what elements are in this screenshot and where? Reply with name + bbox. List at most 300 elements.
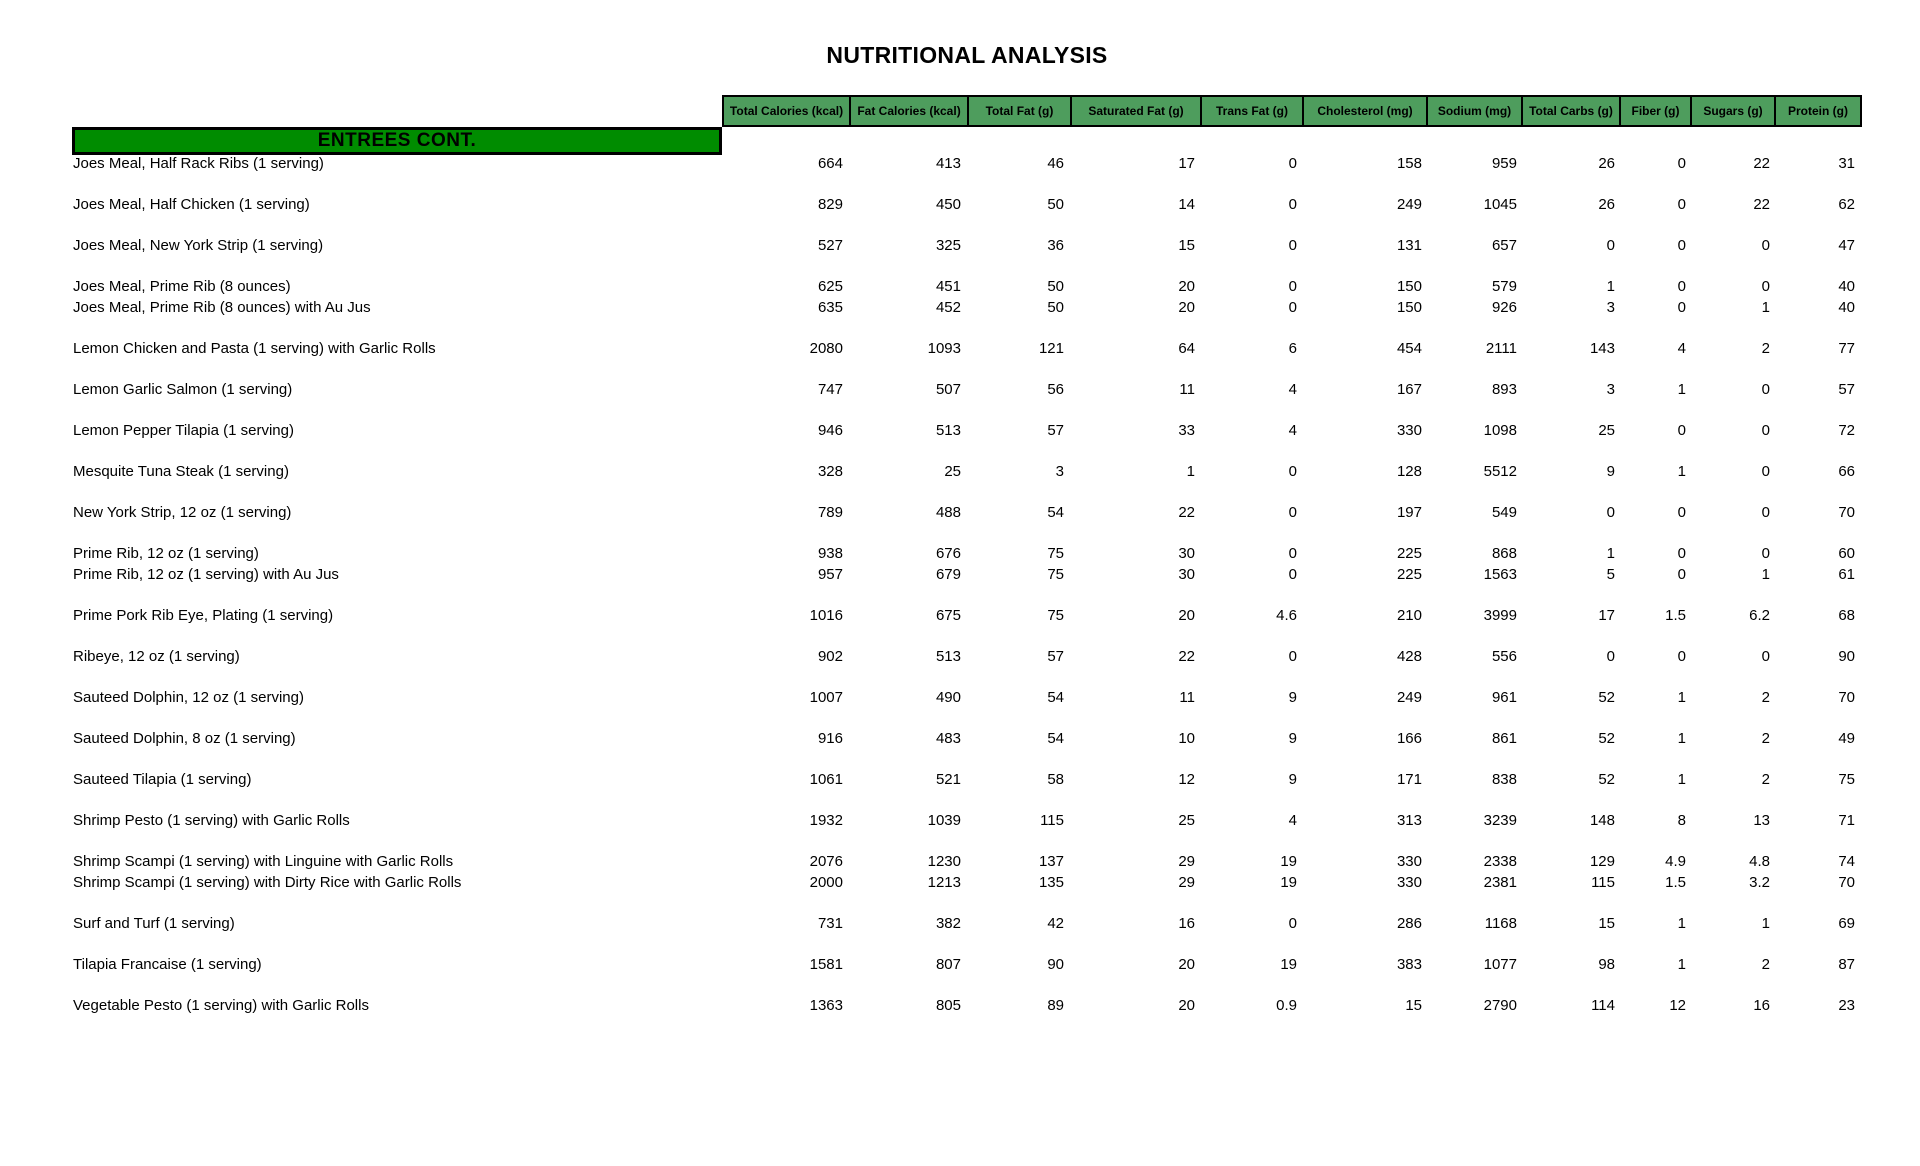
- saturated-fat-cell: 33: [1178, 422, 1195, 439]
- cholesterol-cell: 286: [1396, 915, 1422, 932]
- saturated-fat-cell: 10: [1178, 730, 1195, 747]
- saturated-fat-cell: 30: [1178, 566, 1195, 583]
- sugars-cell: 0: [1761, 504, 1770, 521]
- total-fat-cell: 3: [1055, 463, 1064, 480]
- fat-calories-cell: 513: [935, 648, 961, 665]
- item-name-cell: Joes Meal, Prime Rib (8 ounces) with Au Jus: [73, 299, 371, 316]
- saturated-fat-cell: 20: [1178, 997, 1195, 1014]
- fat-calories-cell: 325: [935, 237, 961, 254]
- sugars-cell: 2: [1761, 340, 1770, 357]
- sugars-cell: 3.2: [1749, 874, 1770, 891]
- fat-calories-cell: 807: [935, 956, 961, 973]
- total-carbs-cell: 98: [1598, 956, 1615, 973]
- total-carbs-cell: 9: [1606, 463, 1615, 480]
- table-header-row: [722, 95, 1862, 127]
- total-calories-cell: 527: [817, 237, 843, 254]
- fiber-cell: 1.5: [1665, 874, 1686, 891]
- trans-fat-cell: 0: [1288, 648, 1297, 665]
- fiber-cell: 0: [1677, 155, 1686, 172]
- trans-fat-cell: 4: [1288, 422, 1297, 439]
- total-carbs-cell: 52: [1598, 771, 1615, 788]
- protein-cell: 70: [1838, 504, 1855, 521]
- table-row: [72, 502, 1862, 523]
- cholesterol-cell: 171: [1396, 771, 1422, 788]
- total-carbs-cell: 17: [1598, 607, 1615, 624]
- total-calories-cell: 1932: [809, 812, 843, 829]
- item-name-cell: Prime Rib, 12 oz (1 serving): [73, 545, 259, 562]
- cholesterol-cell: 150: [1396, 278, 1422, 295]
- fat-calories-cell: 382: [935, 915, 961, 932]
- saturated-fat-cell: 11: [1179, 381, 1195, 398]
- sugars-cell: 0: [1761, 648, 1770, 665]
- sodium-cell: 3999: [1483, 607, 1517, 624]
- item-name-cell: Lemon Garlic Salmon (1 serving): [73, 381, 293, 398]
- sodium-cell: 2790: [1483, 997, 1517, 1014]
- total-carbs-cell: 3: [1606, 381, 1615, 398]
- sodium-cell: 926: [1491, 299, 1517, 316]
- item-name-cell: Sauteed Dolphin, 12 oz (1 serving): [73, 689, 304, 706]
- saturated-fat-cell: 20: [1178, 299, 1195, 316]
- saturated-fat-cell: 16: [1178, 915, 1195, 932]
- item-name-cell: Surf and Turf (1 serving): [73, 915, 235, 932]
- fat-calories-cell: 1230: [927, 853, 961, 870]
- protein-cell: 68: [1838, 607, 1855, 624]
- total-calories-cell: 2076: [809, 853, 843, 870]
- item-name-cell: Shrimp Pesto (1 serving) with Garlic Rolls: [73, 812, 350, 829]
- fiber-cell: 1: [1677, 915, 1686, 932]
- total-fat-cell: 50: [1047, 196, 1064, 213]
- column-header: Fat Calories (kcal): [851, 97, 967, 125]
- trans-fat-cell: 19: [1280, 853, 1297, 870]
- fiber-cell: 0: [1677, 237, 1686, 254]
- sodium-cell: 1077: [1483, 956, 1517, 973]
- saturated-fat-cell: 15: [1178, 237, 1195, 254]
- total-carbs-cell: 143: [1589, 340, 1615, 357]
- fat-calories-cell: 25: [944, 463, 961, 480]
- table-body: [72, 153, 1862, 1016]
- protein-cell: 49: [1838, 730, 1855, 747]
- fat-calories-cell: 676: [935, 545, 961, 562]
- fiber-cell: 4.9: [1665, 853, 1686, 870]
- saturated-fat-cell: 30: [1178, 545, 1195, 562]
- total-carbs-cell: 52: [1598, 730, 1615, 747]
- sodium-cell: 868: [1491, 545, 1517, 562]
- fat-calories-cell: 451: [935, 278, 961, 295]
- total-fat-cell: 54: [1047, 504, 1064, 521]
- protein-cell: 74: [1838, 853, 1855, 870]
- total-fat-cell: 135: [1038, 874, 1064, 891]
- fat-calories-cell: 413: [935, 155, 961, 172]
- fat-calories-cell: 488: [935, 504, 961, 521]
- sodium-cell: 1045: [1483, 196, 1517, 213]
- cholesterol-cell: 383: [1396, 956, 1422, 973]
- total-carbs-cell: 115: [1591, 874, 1615, 891]
- trans-fat-cell: 0: [1288, 504, 1297, 521]
- table-row: [72, 954, 1862, 975]
- item-name-cell: Joes Meal, Prime Rib (8 ounces): [73, 278, 291, 295]
- total-carbs-cell: 0: [1606, 504, 1615, 521]
- item-name-cell: Lemon Pepper Tilapia (1 serving): [73, 422, 294, 439]
- fat-calories-cell: 1213: [927, 874, 961, 891]
- fat-calories-cell: 1093: [927, 340, 961, 357]
- total-calories-cell: 2000: [809, 874, 843, 891]
- total-calories-cell: 902: [817, 648, 843, 665]
- sodium-cell: 549: [1491, 504, 1517, 521]
- total-carbs-cell: 0: [1606, 648, 1615, 665]
- trans-fat-cell: 4: [1288, 381, 1297, 398]
- total-calories-cell: 625: [817, 278, 843, 295]
- saturated-fat-cell: 25: [1178, 812, 1195, 829]
- saturated-fat-cell: 1: [1186, 463, 1195, 480]
- fiber-cell: 0: [1677, 278, 1686, 295]
- item-name-cell: Prime Rib, 12 oz (1 serving) with Au Jus: [73, 566, 339, 583]
- total-calories-cell: 938: [817, 545, 843, 562]
- fat-calories-cell: 452: [935, 299, 961, 316]
- item-name-cell: Lemon Chicken and Pasta (1 serving) with Garlic Rolls: [73, 340, 436, 357]
- section-banner-label: ENTREES CONT.: [317, 130, 477, 151]
- total-carbs-cell: 5: [1606, 566, 1615, 583]
- sodium-cell: 2381: [1483, 874, 1517, 891]
- sodium-cell: 1168: [1484, 915, 1517, 932]
- sugars-cell: 0: [1761, 422, 1770, 439]
- fiber-cell: 0: [1677, 504, 1686, 521]
- total-fat-cell: 50: [1047, 299, 1064, 316]
- cholesterol-cell: 158: [1396, 155, 1422, 172]
- total-fat-cell: 46: [1047, 155, 1064, 172]
- total-carbs-cell: 114: [1591, 997, 1615, 1014]
- total-calories-cell: 635: [817, 299, 843, 316]
- total-fat-cell: 75: [1047, 566, 1064, 583]
- item-name-cell: Shrimp Scampi (1 serving) with Dirty Rice with Garlic Rolls: [73, 874, 462, 891]
- table-row: [72, 276, 1862, 297]
- total-fat-cell: 75: [1047, 545, 1064, 562]
- total-calories-cell: 731: [817, 915, 843, 932]
- table-row: [72, 646, 1862, 667]
- item-name-cell: Sauteed Tilapia (1 serving): [73, 771, 252, 788]
- total-calories-cell: 946: [817, 422, 843, 439]
- table-row: [72, 379, 1862, 400]
- fiber-cell: 0: [1677, 196, 1686, 213]
- sodium-cell: 2111: [1485, 340, 1517, 357]
- sugars-cell: 22: [1753, 155, 1770, 172]
- sodium-cell: 959: [1491, 155, 1517, 172]
- total-fat-cell: 57: [1047, 648, 1064, 665]
- trans-fat-cell: 0: [1288, 196, 1297, 213]
- fat-calories-cell: 1039: [927, 812, 961, 829]
- fiber-cell: 1: [1677, 381, 1686, 398]
- saturated-fat-cell: 22: [1178, 504, 1195, 521]
- sugars-cell: 0: [1761, 381, 1770, 398]
- trans-fat-cell: 9: [1288, 771, 1297, 788]
- table-row: [72, 687, 1862, 708]
- sodium-cell: 861: [1491, 730, 1517, 747]
- trans-fat-cell: 0.9: [1276, 997, 1297, 1014]
- sugars-cell: 1: [1761, 566, 1770, 583]
- item-name-cell: Sauteed Dolphin, 8 oz (1 serving): [73, 730, 296, 747]
- item-name-cell: Ribeye, 12 oz (1 serving): [73, 648, 240, 665]
- protein-cell: 70: [1838, 874, 1855, 891]
- page-title: NUTRITIONAL ANALYSIS: [826, 42, 1108, 68]
- cholesterol-cell: 131: [1396, 237, 1422, 254]
- sugars-cell: 2: [1761, 730, 1770, 747]
- column-header: Protein (g): [1776, 97, 1860, 125]
- protein-cell: 87: [1838, 956, 1855, 973]
- saturated-fat-cell: 17: [1178, 155, 1195, 172]
- total-carbs-cell: 52: [1598, 689, 1615, 706]
- trans-fat-cell: 19: [1280, 956, 1297, 973]
- column-header: Trans Fat (g): [1202, 97, 1302, 125]
- sugars-cell: 2: [1761, 771, 1770, 788]
- trans-fat-cell: 4: [1288, 812, 1297, 829]
- fat-calories-cell: 521: [935, 771, 961, 788]
- fat-calories-cell: 507: [935, 381, 961, 398]
- protein-cell: 71: [1838, 812, 1855, 829]
- cholesterol-cell: 167: [1396, 381, 1422, 398]
- column-header: Cholesterol (mg): [1304, 97, 1426, 125]
- total-fat-cell: 75: [1047, 607, 1064, 624]
- cholesterol-cell: 428: [1396, 648, 1422, 665]
- cholesterol-cell: 128: [1396, 463, 1422, 480]
- cholesterol-cell: 249: [1396, 196, 1422, 213]
- saturated-fat-cell: 12: [1178, 771, 1195, 788]
- trans-fat-cell: 0: [1288, 915, 1297, 932]
- trans-fat-cell: 0: [1288, 278, 1297, 295]
- cholesterol-cell: 197: [1396, 504, 1422, 521]
- section-banner: [72, 127, 722, 155]
- total-carbs-cell: 15: [1598, 915, 1615, 932]
- sugars-cell: 13: [1753, 812, 1770, 829]
- saturated-fat-cell: 29: [1178, 874, 1195, 891]
- sodium-cell: 893: [1491, 381, 1517, 398]
- column-header: Fiber (g): [1621, 97, 1690, 125]
- table-row: [72, 769, 1862, 790]
- total-fat-cell: 57: [1047, 422, 1064, 439]
- fiber-cell: 0: [1677, 566, 1686, 583]
- table-row: [72, 913, 1862, 934]
- cholesterol-cell: 313: [1396, 812, 1422, 829]
- total-fat-cell: 115: [1040, 812, 1064, 829]
- saturated-fat-cell: 22: [1178, 648, 1195, 665]
- saturated-fat-cell: 29: [1178, 853, 1195, 870]
- cholesterol-cell: 15: [1405, 997, 1422, 1014]
- sugars-cell: 0: [1761, 463, 1770, 480]
- table-row: [72, 297, 1862, 318]
- total-calories-cell: 1007: [809, 689, 843, 706]
- total-calories-cell: 957: [817, 566, 843, 583]
- sugars-cell: 0: [1761, 545, 1770, 562]
- total-carbs-cell: 148: [1589, 812, 1615, 829]
- trans-fat-cell: 0: [1288, 463, 1297, 480]
- sugars-cell: 16: [1753, 997, 1770, 1014]
- sugars-cell: 2: [1761, 689, 1770, 706]
- total-fat-cell: 58: [1047, 771, 1064, 788]
- total-fat-cell: 54: [1047, 689, 1064, 706]
- table-row: [72, 461, 1862, 482]
- protein-cell: 90: [1838, 648, 1855, 665]
- fiber-cell: 0: [1677, 422, 1686, 439]
- protein-cell: 57: [1838, 381, 1855, 398]
- item-name-cell: Vegetable Pesto (1 serving) with Garlic Rolls: [73, 997, 369, 1014]
- table-row: [72, 338, 1862, 359]
- total-calories-cell: 1363: [809, 997, 843, 1014]
- cholesterol-cell: 249: [1396, 689, 1422, 706]
- sodium-cell: 3239: [1483, 812, 1517, 829]
- total-calories-cell: 328: [817, 463, 843, 480]
- total-fat-cell: 56: [1047, 381, 1064, 398]
- item-name-cell: Prime Pork Rib Eye, Plating (1 serving): [73, 607, 334, 624]
- table-row: [72, 872, 1862, 893]
- fiber-cell: 4: [1677, 340, 1686, 357]
- protein-cell: 75: [1838, 771, 1855, 788]
- column-header: Total Carbs (g): [1523, 97, 1619, 125]
- saturated-fat-cell: 20: [1178, 956, 1195, 973]
- trans-fat-cell: 0: [1288, 299, 1297, 316]
- protein-cell: 23: [1838, 997, 1855, 1014]
- saturated-fat-cell: 20: [1178, 278, 1195, 295]
- sugars-cell: 6.2: [1749, 607, 1770, 624]
- item-name-cell: New York Strip, 12 oz (1 serving): [73, 504, 292, 521]
- table-row: [72, 995, 1862, 1016]
- protein-cell: 60: [1838, 545, 1855, 562]
- fat-calories-cell: 490: [935, 689, 961, 706]
- protein-cell: 72: [1838, 422, 1855, 439]
- trans-fat-cell: 4.6: [1276, 607, 1297, 624]
- item-name-cell: Mesquite Tuna Steak (1 serving): [73, 463, 289, 480]
- trans-fat-cell: 0: [1288, 155, 1297, 172]
- total-calories-cell: 829: [817, 196, 843, 213]
- total-carbs-cell: 26: [1598, 155, 1615, 172]
- total-calories-cell: 2080: [809, 340, 843, 357]
- total-calories-cell: 789: [817, 504, 843, 521]
- protein-cell: 70: [1838, 689, 1855, 706]
- total-calories-cell: 1016: [809, 607, 843, 624]
- total-carbs-cell: 1: [1606, 278, 1615, 295]
- fat-calories-cell: 675: [935, 607, 961, 624]
- sugars-cell: 0: [1761, 237, 1770, 254]
- sodium-cell: 2338: [1483, 853, 1517, 870]
- table-row: [72, 543, 1862, 564]
- total-calories-cell: 664: [817, 155, 843, 172]
- saturated-fat-cell: 11: [1179, 689, 1195, 706]
- fat-calories-cell: 679: [935, 566, 961, 583]
- total-carbs-cell: 1: [1606, 545, 1615, 562]
- trans-fat-cell: 6: [1288, 340, 1297, 357]
- protein-cell: 69: [1838, 915, 1855, 932]
- table-row: [72, 605, 1862, 626]
- total-carbs-cell: 3: [1606, 299, 1615, 316]
- fiber-cell: 8: [1677, 812, 1686, 829]
- item-name-cell: Shrimp Scampi (1 serving) with Linguine with Garlic Rolls: [73, 853, 454, 870]
- total-fat-cell: 121: [1038, 340, 1064, 357]
- item-name-cell: Joes Meal, New York Strip (1 serving): [73, 237, 324, 254]
- total-fat-cell: 54: [1047, 730, 1064, 747]
- fiber-cell: 0: [1677, 648, 1686, 665]
- fiber-cell: 12: [1669, 997, 1686, 1014]
- cholesterol-cell: 330: [1396, 853, 1422, 870]
- cholesterol-cell: 210: [1396, 607, 1422, 624]
- sugars-cell: 1: [1761, 915, 1770, 932]
- sodium-cell: 1563: [1483, 566, 1517, 583]
- fiber-cell: 0: [1677, 545, 1686, 562]
- cholesterol-cell: 166: [1396, 730, 1422, 747]
- fiber-cell: 1: [1677, 689, 1686, 706]
- total-calories-cell: 1061: [809, 771, 843, 788]
- table-row: [72, 420, 1862, 441]
- column-header: Total Fat (g): [969, 97, 1070, 125]
- total-fat-cell: 90: [1047, 956, 1064, 973]
- trans-fat-cell: 0: [1288, 237, 1297, 254]
- total-carbs-cell: 129: [1589, 853, 1615, 870]
- sodium-cell: 961: [1491, 689, 1517, 706]
- total-fat-cell: 89: [1047, 997, 1064, 1014]
- fat-calories-cell: 805: [935, 997, 961, 1014]
- sugars-cell: 2: [1761, 956, 1770, 973]
- fiber-cell: 0: [1677, 299, 1686, 316]
- sodium-cell: 556: [1491, 648, 1517, 665]
- protein-cell: 66: [1838, 463, 1855, 480]
- table-row: [72, 810, 1862, 831]
- column-header: Sodium (mg): [1428, 97, 1521, 125]
- sugars-cell: 1: [1761, 299, 1770, 316]
- total-calories-cell: 747: [817, 381, 843, 398]
- fiber-cell: 1: [1677, 956, 1686, 973]
- column-header: Total Calories (kcal): [724, 97, 849, 125]
- sugars-cell: 22: [1753, 196, 1770, 213]
- table-row: [72, 851, 1862, 872]
- item-name-cell: Joes Meal, Half Chicken (1 serving): [73, 196, 310, 213]
- table-row: [72, 235, 1862, 256]
- cholesterol-cell: 330: [1396, 422, 1422, 439]
- saturated-fat-cell: 64: [1178, 340, 1195, 357]
- table-row: [72, 728, 1862, 749]
- saturated-fat-cell: 14: [1178, 196, 1195, 213]
- cholesterol-cell: 150: [1396, 299, 1422, 316]
- cholesterol-cell: 225: [1396, 545, 1422, 562]
- item-name-cell: Joes Meal, Half Rack Ribs (1 serving): [73, 155, 324, 172]
- protein-cell: 62: [1838, 196, 1855, 213]
- protein-cell: 47: [1838, 237, 1855, 254]
- sugars-cell: 0: [1761, 278, 1770, 295]
- sodium-cell: 5512: [1483, 463, 1517, 480]
- total-fat-cell: 42: [1047, 915, 1064, 932]
- cholesterol-cell: 330: [1396, 874, 1422, 891]
- fiber-cell: 1: [1677, 463, 1686, 480]
- trans-fat-cell: 0: [1288, 545, 1297, 562]
- protein-cell: 61: [1838, 566, 1855, 583]
- item-name-cell: Tilapia Francaise (1 serving): [73, 956, 262, 973]
- protein-cell: 31: [1838, 155, 1855, 172]
- cholesterol-cell: 454: [1396, 340, 1422, 357]
- sodium-cell: 657: [1491, 237, 1517, 254]
- total-fat-cell: 50: [1047, 278, 1064, 295]
- total-carbs-cell: 26: [1598, 196, 1615, 213]
- total-carbs-cell: 25: [1598, 422, 1615, 439]
- total-fat-cell: 137: [1038, 853, 1064, 870]
- saturated-fat-cell: 20: [1178, 607, 1195, 624]
- table-row: [72, 194, 1862, 215]
- table-row: [72, 564, 1862, 585]
- protein-cell: 40: [1838, 299, 1855, 316]
- protein-cell: 40: [1838, 278, 1855, 295]
- cholesterol-cell: 225: [1396, 566, 1422, 583]
- sodium-cell: 579: [1491, 278, 1517, 295]
- fiber-cell: 1: [1677, 730, 1686, 747]
- fat-calories-cell: 513: [935, 422, 961, 439]
- sodium-cell: 1098: [1483, 422, 1517, 439]
- column-header: Saturated Fat (g): [1072, 97, 1200, 125]
- trans-fat-cell: 9: [1288, 730, 1297, 747]
- trans-fat-cell: 9: [1288, 689, 1297, 706]
